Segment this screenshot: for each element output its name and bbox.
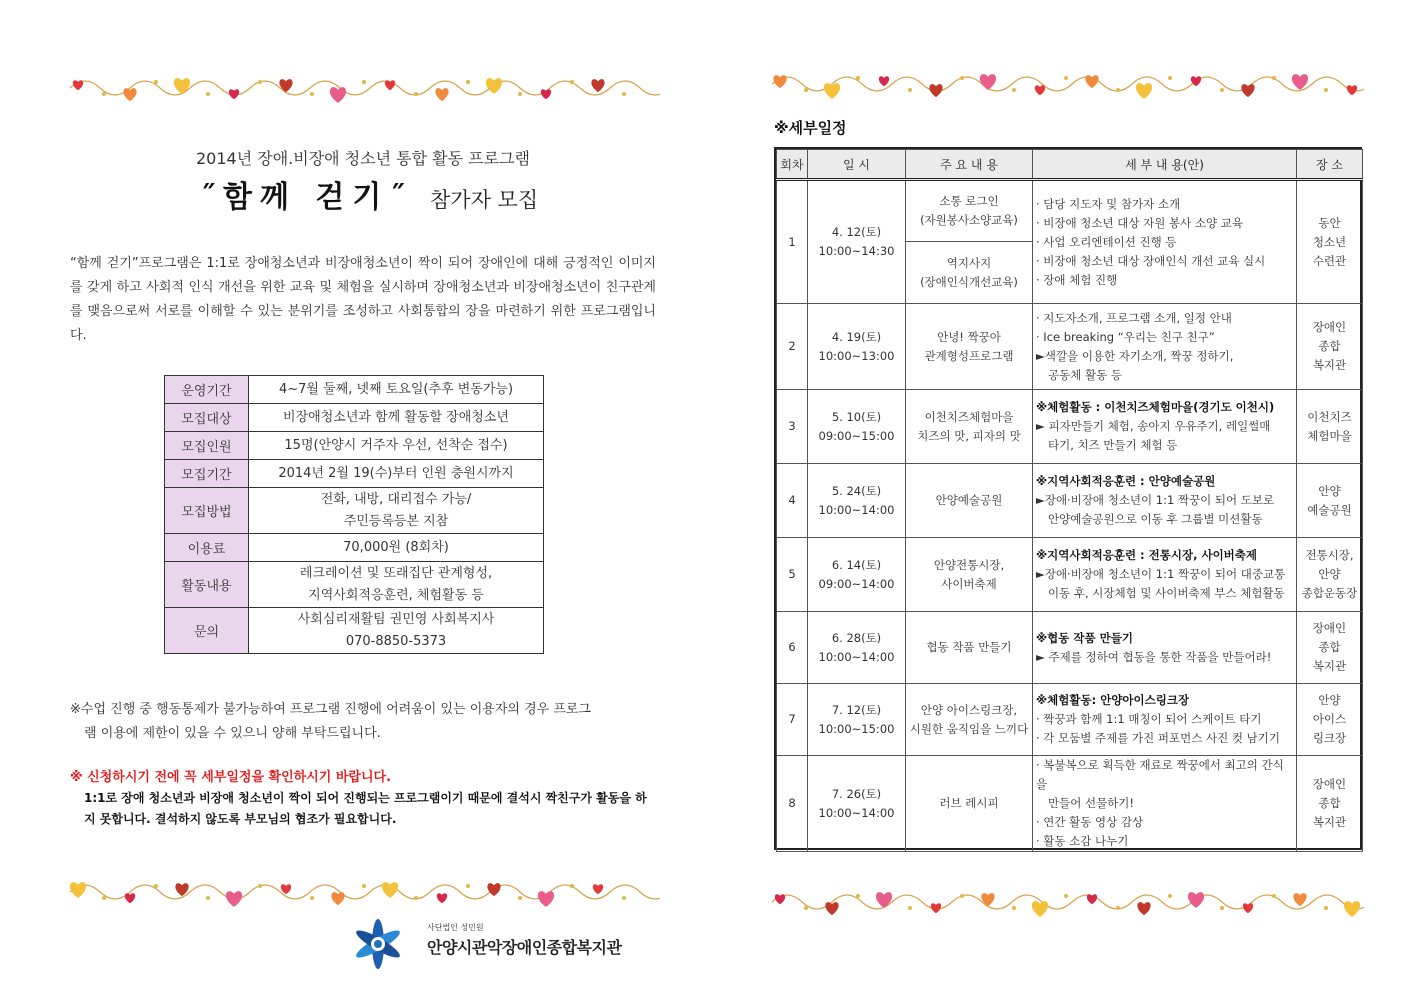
vine-dot xyxy=(206,92,210,96)
detail-line: 안양예술공원으로 이동 후 그룹별 미션활동 xyxy=(1048,512,1263,526)
session-details xyxy=(1033,756,1297,852)
title-row xyxy=(170,172,590,220)
schedule-header-row xyxy=(777,150,1363,180)
line: 역지사지 xyxy=(946,255,992,270)
heart-vine-decoration xyxy=(70,68,660,108)
heart-border-top-left xyxy=(70,68,660,108)
session-number: 5 xyxy=(777,538,808,612)
heart-icon xyxy=(281,884,291,894)
logo-center-name: 안양시관악장애인종합복지관 xyxy=(427,938,622,957)
schedule-title: ※세부일정 xyxy=(774,119,847,137)
info-label: 활동내용 xyxy=(165,562,249,608)
session-main-content xyxy=(906,538,1033,612)
heart-vine-decoration xyxy=(772,64,1364,104)
schedule-row xyxy=(777,756,1363,852)
line: 복지관 xyxy=(1312,358,1347,372)
info-value-line: 레크레이션 및 또래집단 관계형성, xyxy=(299,565,493,581)
line: 사이버축제 xyxy=(941,576,997,591)
schedule-row xyxy=(777,612,1363,684)
heart-icon xyxy=(174,78,190,94)
session-number: 1 xyxy=(777,180,808,304)
heart-icon xyxy=(1136,83,1152,99)
heart-icon xyxy=(1188,892,1204,908)
session-date-time: 10:00~14:30 xyxy=(818,244,895,258)
heart-icon xyxy=(487,883,500,896)
schedule-row xyxy=(777,464,1363,538)
line: 청소년 xyxy=(1312,234,1347,249)
detail-heading: ※체험활동: 안양아이스링크장 xyxy=(1036,693,1190,707)
session-details xyxy=(1033,612,1297,684)
line: 소통 로그인 xyxy=(939,194,999,208)
line: 링크장 xyxy=(1312,731,1347,745)
session-number: 7 xyxy=(777,684,808,756)
heart-icon xyxy=(929,84,942,97)
session-place xyxy=(1297,304,1363,390)
line: 종합 xyxy=(1318,640,1341,654)
detail-heading: ※지역사회적응훈련 : 안양예술공원 xyxy=(1036,474,1216,488)
info-row xyxy=(165,404,544,432)
heart-vine-decoration xyxy=(70,872,660,912)
schedule-row xyxy=(777,684,1363,756)
detail-line: · 각 모둠별 주제를 가진 퍼포먼스 사진 컷 남기기 xyxy=(1036,731,1280,745)
session-main-content-2 xyxy=(906,242,1033,304)
welfare-center-logo-icon xyxy=(348,915,408,973)
session-date xyxy=(808,304,906,390)
notice-line-2: 램 이용에 제한이 있을 수 있으니 양해 부탁드립니다. xyxy=(84,726,381,741)
session-place xyxy=(1297,180,1363,304)
session-date xyxy=(808,612,906,684)
vine-dot xyxy=(1012,88,1016,92)
vine-dot xyxy=(466,884,470,888)
line: 전통시장, xyxy=(1305,548,1354,562)
info-label: 운영기간 xyxy=(165,376,249,404)
schedule-row xyxy=(777,538,1363,612)
line: 동안 xyxy=(1318,215,1341,230)
heart-vine-decoration xyxy=(772,882,1364,922)
info-value-line: 비장애청소년과 함께 활동할 장애청소년 xyxy=(283,409,509,425)
session-main-content xyxy=(906,756,1033,852)
vine-dot xyxy=(960,76,964,80)
session-date-day: 4. 12(토) xyxy=(831,225,882,239)
detail-line: · 비장애 청소년 대상 자원 봉사 소양 교육 xyxy=(1036,215,1243,230)
line: 안양 아이스링크장, xyxy=(920,702,1018,717)
line: 종합 xyxy=(1318,796,1341,810)
vine-dot xyxy=(154,884,158,888)
heart-icon xyxy=(1293,893,1306,906)
line: 안녕! 짝꿍아 xyxy=(937,329,1001,344)
info-table xyxy=(164,375,544,654)
detail-line: · Ice breaking “우리는 친구 친구” xyxy=(1036,329,1215,344)
heart-icon xyxy=(330,87,346,103)
info-label: 모집대상 xyxy=(165,404,249,432)
vine-dot xyxy=(1116,88,1120,92)
detail-line: 이동 후, 시장체험 및 사이버축제 부스 체험활동 xyxy=(1048,586,1285,600)
info-value-line: 15명(안양시 거주자 우선, 선착순 접수) xyxy=(284,437,508,453)
vine-dot xyxy=(1064,894,1068,898)
session-main-content xyxy=(906,464,1033,538)
vine-dot xyxy=(1168,76,1172,80)
vine-dot xyxy=(1272,894,1276,898)
heart-icon xyxy=(73,80,83,90)
info-value xyxy=(249,432,544,460)
info-row xyxy=(165,460,544,488)
detail-line: · 짝꿍과 함께 1:1 매칭이 되어 스케이트 타기 xyxy=(1036,712,1262,726)
info-row xyxy=(165,432,544,460)
vine-dot xyxy=(1168,894,1172,898)
vine-dot xyxy=(466,80,470,84)
line: 안양 xyxy=(1318,483,1341,498)
heart-icon xyxy=(123,88,136,101)
line: 체험마을 xyxy=(1307,428,1352,443)
heart-icon xyxy=(1035,85,1045,95)
vine-dot xyxy=(1012,906,1016,910)
heart-icon xyxy=(876,892,892,908)
line: 협동 작품 만들기 xyxy=(926,640,1012,654)
detail-heading: ※체험활동 : 이천치즈체험마을(경기도 이천시) xyxy=(1036,400,1275,414)
program-subtitle: 2014년 장애.비장애 청소년 통합 활동 프로그램 xyxy=(196,149,530,168)
schedule-table-wrap xyxy=(774,147,1362,850)
line: 러브 레시피 xyxy=(939,796,999,810)
info-value xyxy=(249,404,544,432)
program-title: ˝함께 걷기˝ xyxy=(200,180,413,215)
detail-line: · 사업 오리엔테이션 진행 등 xyxy=(1036,234,1177,249)
vine-dot xyxy=(1220,88,1224,92)
info-value xyxy=(249,488,544,534)
vine-dot xyxy=(804,906,808,910)
vine-dot xyxy=(102,896,106,900)
detail-line: ►장애·비장애 청소년이 1:1 짝꿍이 되어 대중교통 xyxy=(1036,567,1286,581)
session-date-time: 10:00~14:00 xyxy=(818,649,895,664)
info-row xyxy=(165,562,544,608)
vine-dot xyxy=(258,884,262,888)
line: 장애인 xyxy=(1312,621,1347,635)
detail-line: 만들어 선물하기! xyxy=(1048,796,1135,810)
heart-icon xyxy=(1344,901,1360,917)
session-place xyxy=(1297,390,1363,464)
session-details xyxy=(1033,390,1297,464)
info-label: 문의 xyxy=(165,608,249,654)
vine-dot xyxy=(310,92,314,96)
session-date-day: 7. 26(토) xyxy=(831,786,882,801)
session-main-content xyxy=(906,390,1033,464)
session-date-time: 09:00~14:00 xyxy=(818,576,895,591)
vine-dot xyxy=(362,80,366,84)
detail-line: · 복불복으로 획득한 재료로 짝꿍에서 최고의 간식을 xyxy=(1036,758,1284,791)
vine-dot xyxy=(154,80,158,84)
info-value xyxy=(249,534,544,562)
vine-dot xyxy=(258,80,262,84)
line: 안양 xyxy=(1318,567,1341,581)
heart-icon xyxy=(824,83,840,99)
heart-icon xyxy=(538,891,554,907)
detail-line: · 연간 활동 영상 감상 xyxy=(1036,815,1144,829)
vine-dot xyxy=(1220,906,1224,910)
session-date-day: 4. 19(토) xyxy=(831,329,882,344)
vine-dot xyxy=(1064,76,1068,80)
heart-border-bottom-left xyxy=(70,872,660,912)
session-date xyxy=(808,390,906,464)
detail-line: · 담당 지도자 및 참가자 소개 xyxy=(1036,196,1181,211)
session-date xyxy=(808,538,906,612)
heart-icon xyxy=(279,79,292,92)
heart-icon xyxy=(981,893,994,906)
vine-dot xyxy=(856,76,860,80)
heart-icon xyxy=(1085,75,1098,88)
vine-dot xyxy=(518,896,522,900)
heart-icon xyxy=(593,884,603,894)
heart-icon xyxy=(1137,902,1150,915)
heart-icon xyxy=(70,882,86,898)
line: 관계형성프로그램 xyxy=(924,348,1014,363)
session-date-time: 10:00~13:00 xyxy=(818,348,895,363)
vine-dot xyxy=(570,884,574,888)
session-place xyxy=(1297,538,1363,612)
heart-icon xyxy=(591,79,604,92)
heart-icon xyxy=(331,892,344,905)
heart-icon xyxy=(980,74,996,90)
heart-icon xyxy=(773,75,786,88)
detail-line: ► 피자만들기 체험, 송아지 우유주기, 레일썰매 xyxy=(1036,419,1271,433)
vine-dot xyxy=(856,894,860,898)
schedule-header-cell: 장 소 xyxy=(1297,150,1363,180)
heart-icon xyxy=(382,882,398,898)
vine-dot xyxy=(960,894,964,898)
vine-dot xyxy=(908,88,912,92)
info-value xyxy=(249,376,544,404)
line: (자원봉사소양교육) xyxy=(920,213,1018,227)
line: 이천치즈체험마을 xyxy=(924,409,1014,424)
line: 안양 xyxy=(1318,693,1341,707)
schedule-header-cell: 세 부 내 용(안) xyxy=(1033,150,1297,180)
schedule-row xyxy=(777,180,1363,242)
line: 안양예술공원 xyxy=(935,493,1003,507)
warning-body: 1:1로 장애 청소년과 비장애 청소년이 짝이 되어 진행되는 프로그램이기 때문에 결석시 짝친구가 활동을 하지 못합니다. 결석하지 않도록 부모님의 협조가 필요합니다. xyxy=(84,791,647,826)
heart-icon xyxy=(1032,901,1048,917)
vine-dot xyxy=(1324,906,1328,910)
detail-line: ►장애·비장애 청소년이 1:1 짝꿍이 되어 도보로 xyxy=(1036,493,1275,507)
vine-dot xyxy=(1272,76,1276,80)
vine-dot xyxy=(310,896,314,900)
heart-icon xyxy=(1241,84,1254,97)
line: 치즈의 맛, 피자의 맛 xyxy=(917,428,1021,443)
info-value xyxy=(249,460,544,488)
info-label: 모집방법 xyxy=(165,488,249,534)
detail-line: ►색깔을 이용한 자기소개, 짝꿍 정하기, xyxy=(1036,348,1234,363)
vine-dot xyxy=(804,88,808,92)
detail-line: ► 주제를 정하여 협동을 통한 작품을 만들어라! xyxy=(1036,649,1272,664)
heart-border-top-right xyxy=(772,64,1364,104)
line: 안양전통시장, xyxy=(933,557,1005,572)
info-label: 이용료 xyxy=(165,534,249,562)
vine-dot xyxy=(518,92,522,96)
session-details xyxy=(1033,684,1297,756)
vine-dot xyxy=(622,92,626,96)
heart-icon xyxy=(125,893,135,903)
detail-heading: ※지역사회적응훈련 : 전통시장, 사이버축제 xyxy=(1036,548,1258,562)
info-value-line: 전화, 내방, 대리접수 가능/ xyxy=(320,491,472,507)
info-row xyxy=(165,608,544,654)
heart-icon xyxy=(437,893,447,903)
session-date-time: 09:00~15:00 xyxy=(818,428,895,443)
detail-line: · 비장애 청소년 대상 장애인식 개선 교육 실시 xyxy=(1036,253,1266,268)
session-number: 4 xyxy=(777,464,808,538)
warning-title: ※ 신청하시기 전에 꼭 세부일정을 확인하시기 바랍니다. xyxy=(70,770,392,785)
info-value-line: 2014년 2월 19(수)부터 인원 충원시까지 xyxy=(278,465,514,481)
line: 이천치즈 xyxy=(1307,409,1352,424)
info-row xyxy=(165,534,544,562)
notice-paragraph xyxy=(70,698,656,746)
info-value-line: 4~7월 둘째, 넷째 토요일(추후 변동가능) xyxy=(278,381,514,397)
session-place xyxy=(1297,612,1363,684)
line: 아이스 xyxy=(1312,712,1347,726)
session-date-day: 5. 10(토) xyxy=(831,409,882,424)
session-number: 8 xyxy=(777,756,808,852)
session-main-content xyxy=(906,304,1033,390)
heart-icon xyxy=(775,894,785,904)
line: 장애인 xyxy=(1312,320,1347,334)
line: 수련관 xyxy=(1312,253,1347,268)
title-suffix: 참가자 모집 xyxy=(430,188,539,212)
schedule-row xyxy=(777,390,1363,464)
schedule-header-cell: 일 시 xyxy=(808,150,906,180)
session-main-content xyxy=(906,180,1033,242)
session-details xyxy=(1033,180,1297,304)
session-details xyxy=(1033,464,1297,538)
session-date-day: 5. 24(토) xyxy=(831,483,882,498)
line: 복지관 xyxy=(1312,815,1347,829)
detail-line: · 지도자소개, 프로그램 소개, 일정 안내 xyxy=(1036,310,1232,325)
vine-dot xyxy=(362,884,366,888)
line: 종합운동장 xyxy=(1301,586,1358,600)
vine-dot xyxy=(1324,88,1328,92)
info-value-line: 주민등록등본 지참 xyxy=(343,513,449,529)
session-date-day: 6. 14(토) xyxy=(831,557,882,572)
vine-dot xyxy=(1116,906,1120,910)
session-number: 6 xyxy=(777,612,808,684)
session-place xyxy=(1297,684,1363,756)
intro-paragraph: “함께 걷기”프로그램은 1:1로 장애청소년과 비장애청소년이 짝이 되어 장애인에 대해 긍정적인 이미지를 갖게 하고 사회적 인식 개선을 위한 교육 및 체험을 실시하며 장애청소년과 비장애청소년이 친구관계를 맺음으로써 서로를 이해할 수 있는 분위기를 조성하고 사회통합의 장을 마련하기 위한 프로그램입니다. xyxy=(70,256,656,343)
schedule-table xyxy=(776,149,1363,852)
heart-icon xyxy=(825,902,838,915)
detail-heading: ※협동 작품 만들기 xyxy=(1036,630,1133,645)
session-date-time: 10:00~14:00 xyxy=(818,805,895,820)
vine-dot xyxy=(622,896,626,900)
session-place xyxy=(1297,756,1363,852)
info-value xyxy=(249,608,544,654)
heart-icon xyxy=(435,88,448,101)
heart-icon xyxy=(1292,74,1308,90)
heart-icon xyxy=(1191,76,1201,86)
vine-dot xyxy=(414,896,418,900)
line: 장애인 xyxy=(1312,777,1347,791)
info-label: 모집인원 xyxy=(165,432,249,460)
info-value xyxy=(249,562,544,608)
session-place xyxy=(1297,464,1363,538)
line: (장애인식개선교육) xyxy=(920,274,1018,289)
vine-dot xyxy=(206,896,210,900)
line: 종합 xyxy=(1318,339,1341,353)
logo-org-label: 사단법인 성민원 xyxy=(427,923,484,932)
session-date xyxy=(808,180,906,304)
heart-icon xyxy=(879,76,889,86)
schedule-header-cell: 주 요 내 용 xyxy=(906,150,1033,180)
schedule-row xyxy=(777,304,1363,390)
detail-line: 공동체 활동 등 xyxy=(1048,367,1122,382)
info-value-line: 070-8850-5373 xyxy=(345,633,447,649)
session-date xyxy=(808,684,906,756)
heart-icon xyxy=(229,89,239,99)
line: 예술공원 xyxy=(1307,502,1352,517)
session-date xyxy=(808,464,906,538)
schedule-header-cell: 회차 xyxy=(777,150,808,180)
session-details xyxy=(1033,304,1297,390)
detail-line: 타기, 치즈 만들기 체험 등 xyxy=(1048,438,1178,452)
heart-border-bottom-right xyxy=(772,882,1364,922)
info-value-line: 지역사회적응훈련, 체험활동 등 xyxy=(308,587,484,603)
session-date-day: 6. 28(토) xyxy=(831,630,882,645)
vine-dot xyxy=(102,92,106,96)
session-date-time: 10:00~15:00 xyxy=(818,721,895,736)
line: 복지관 xyxy=(1312,659,1347,673)
session-number: 2 xyxy=(777,304,808,390)
heart-icon xyxy=(931,903,941,913)
session-main-content xyxy=(906,684,1033,756)
session-date xyxy=(808,756,906,852)
line: 시원한 움직임을 느끼다 xyxy=(909,721,1029,736)
detail-line: · 활동 소감 나누기 xyxy=(1036,834,1129,848)
vine-dot xyxy=(908,906,912,910)
info-value-line: 사회심리재활팀 권민영 사회복지사 xyxy=(297,611,495,627)
session-date-day: 7. 12(토) xyxy=(831,702,882,717)
info-label: 모집기간 xyxy=(165,460,249,488)
info-row xyxy=(165,376,544,404)
session-details xyxy=(1033,538,1297,612)
info-value-line: 70,000원 (8회차) xyxy=(343,539,449,555)
notice-line-1: ※수업 진행 중 행동통제가 불가능하여 프로그램 진행에 어려움이 있는 이용자의 경우 프로그 xyxy=(70,702,591,717)
detail-line: · 장애 체험 진행 xyxy=(1036,272,1118,287)
heart-icon xyxy=(1347,85,1357,95)
session-main-content xyxy=(906,612,1033,684)
vine-dot xyxy=(414,92,418,96)
heart-icon xyxy=(226,891,242,907)
session-number: 3 xyxy=(777,390,808,464)
session-date-time: 10:00~14:00 xyxy=(818,502,895,517)
heart-icon xyxy=(486,78,502,94)
vine-dot xyxy=(570,80,574,84)
info-row xyxy=(165,488,544,534)
